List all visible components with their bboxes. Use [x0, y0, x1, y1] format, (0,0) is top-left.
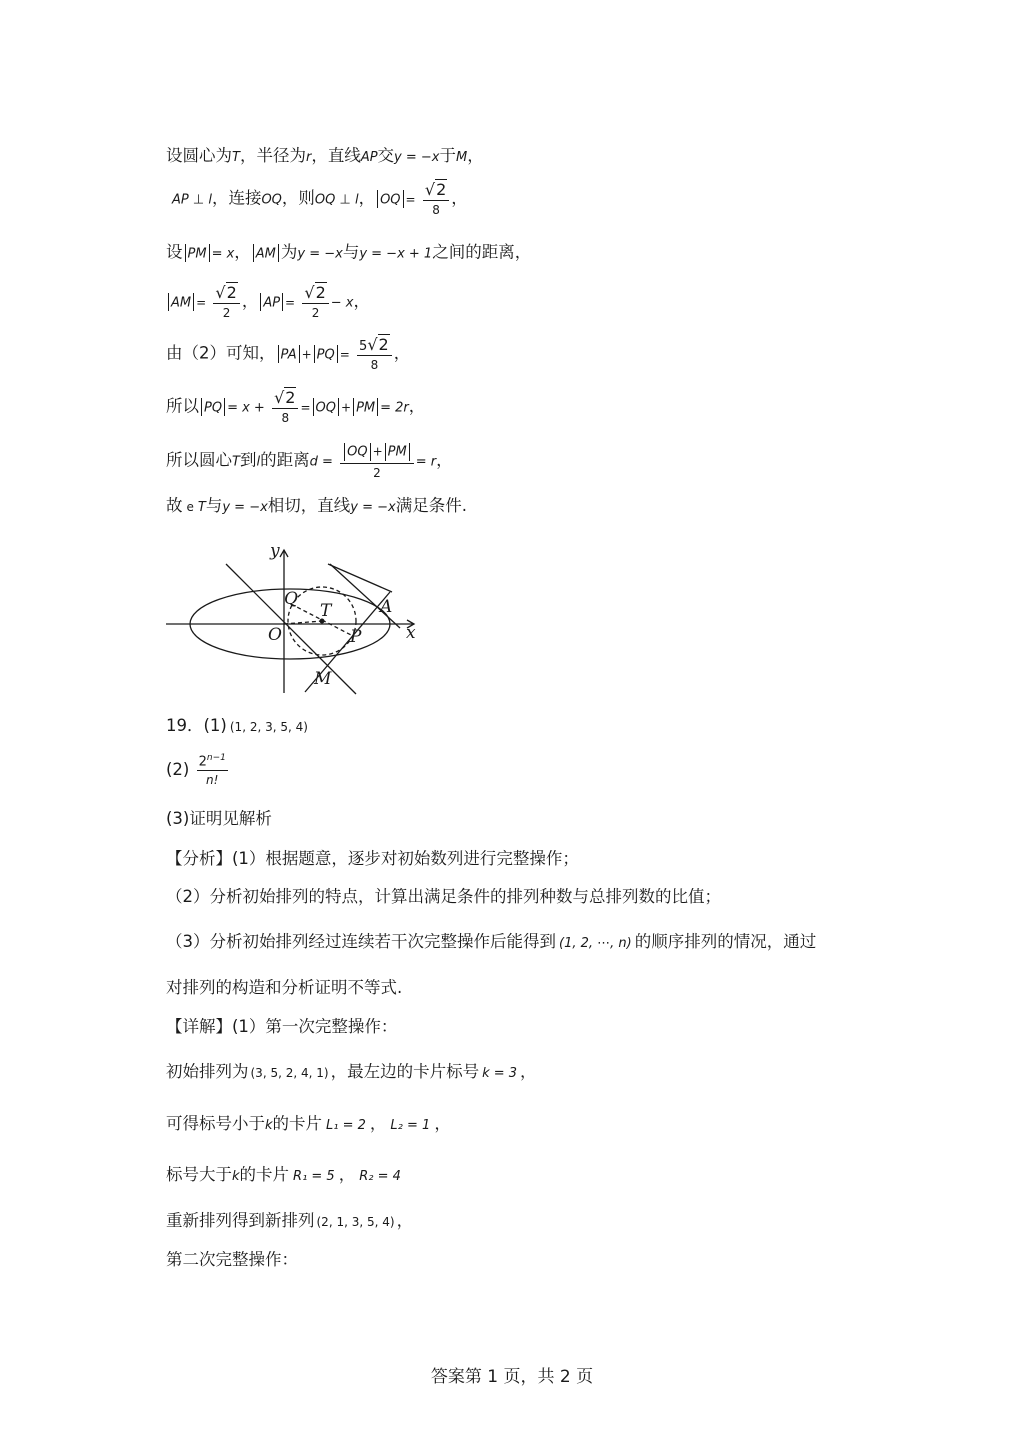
analysis-p1: 【分析】(1）根据题意，逐步对初始数列进行完整操作；: [166, 849, 579, 868]
math-AP: AP: [263, 295, 281, 311]
math-AP: AP: [360, 150, 378, 165]
text-line-4: AM = $\frac{√2}{2}$ ， AP = $\frac{√2}{2}$ − x，: [166, 285, 370, 319]
text: ，: [234, 242, 251, 262]
text: 满足条件.: [395, 496, 467, 515]
text: 所以: [166, 396, 199, 416]
math-eq: =: [405, 192, 416, 207]
detail-d2: 初始排列为 (3, 5, 2, 4, 1) ，最左边的卡片标号 k = 3 ，: [166, 1062, 537, 1081]
text: 与: [342, 242, 360, 262]
detail-d4: 标号大于k的卡片 R₁ = 5 ， R₂ = 4: [166, 1165, 401, 1184]
text: 的距离: [260, 450, 310, 470]
line-MP: [330, 564, 400, 628]
fraction: $\frac{√2}{8}$: [423, 182, 449, 216]
math-line-eq: y = −x: [394, 150, 440, 165]
text: 之间的距离，: [432, 242, 532, 262]
math-perp: AP ⊥ l: [172, 192, 212, 208]
label-P: P: [350, 627, 362, 647]
math-AM: AM: [255, 246, 276, 262]
math-perp: OQ ⊥ l: [314, 192, 359, 208]
math-r: r: [305, 150, 312, 165]
label-O: O: [268, 625, 282, 645]
fraction: $\frac{√2}{2}$: [213, 285, 239, 319]
math: = x: [211, 246, 235, 262]
text: ，: [467, 146, 484, 165]
text-line-3: [166, 244, 531, 262]
math: y = −x + 1: [359, 246, 433, 262]
text: ，: [393, 343, 411, 363]
detail-d6: 第二次完整操作：: [166, 1250, 298, 1269]
text: ，则: [281, 188, 315, 208]
line-AP: [328, 564, 392, 592]
label-y: y: [270, 541, 280, 561]
text: 故: [166, 496, 183, 515]
line-through-O: [226, 564, 356, 694]
fraction: $\frac{5√2}{8}$: [357, 337, 392, 371]
text: ，: [353, 291, 370, 311]
text: 到: [239, 450, 257, 470]
math-T: T: [232, 150, 240, 165]
text: ，连接: [211, 188, 262, 208]
math: − x: [330, 295, 354, 311]
text: ，半径为: [239, 146, 306, 165]
detail-d5: 重新排列得到新排列 (2, 1, 3, 5, 4) ，: [166, 1211, 414, 1230]
text-line-5: 由（2）可知， PA + PQ = $\frac{5√2}{8}$ ，: [166, 335, 411, 372]
text: 设: [166, 242, 183, 262]
text-line-2: [172, 182, 468, 216]
label-A: A: [380, 597, 393, 617]
text: ，直线: [311, 146, 361, 165]
fraction: $\frac{2^{n-1}}{n!}$: [198, 753, 226, 788]
page-footer: 答案第 1 页，共 2 页: [430, 1367, 594, 1387]
text: ，: [358, 188, 376, 208]
detail-d3: 可得标号小于k的卡片 L₁ = 2 ， L₂ = 1 ，: [166, 1114, 451, 1133]
text: 与: [205, 496, 223, 515]
math-PM: PM: [187, 246, 207, 262]
text-line-1: [166, 148, 484, 165]
text: 由（2）可知，: [166, 343, 276, 363]
text: ，: [408, 396, 426, 416]
text: 于: [439, 146, 456, 165]
q19-answer-3: (3)证明见解析: [166, 809, 272, 828]
analysis-p4: 对排列的构造和分析证明不等式.: [166, 978, 403, 997]
label-M: M: [314, 669, 332, 689]
fraction: $\frac{√2}{8}$: [272, 390, 298, 424]
text-line-7: 所以圆心T到l的距离d = $\frac{OQ + PM}{2}$ = r，: [166, 444, 453, 480]
text: 相切，直线: [267, 496, 351, 515]
fraction: $\frac{OQ + PM}{2}$: [340, 443, 414, 479]
label-T: T: [320, 601, 332, 621]
math-OQ: OQ: [261, 192, 282, 208]
q19-answer-1: 19．(1) (1, 2, 3, 5, 4): [166, 716, 308, 735]
math-OQ: OQ: [380, 192, 401, 208]
text: 交: [377, 146, 395, 165]
math-M: M: [455, 150, 468, 165]
label-x: x: [406, 623, 416, 643]
fraction: $\frac{√2}{2}$: [302, 285, 328, 319]
label-Q: Q: [284, 589, 298, 609]
text: ，: [451, 188, 468, 208]
ellipse-geometry-diagram: [160, 538, 430, 698]
text: 为: [280, 242, 298, 262]
text-line-8: 故 e T与y = −x相切，直线y = −x满足条件.: [166, 496, 467, 515]
math: y = −x: [297, 246, 343, 262]
detail-d1: 【详解】(1）第一次完整操作：: [166, 1017, 398, 1036]
text: ，: [241, 291, 259, 311]
analysis-p3: （3）分析初始排列经过连续若干次完整操作后能得到 (1, 2, ⋯, n) 的顺序排列的情况，通过: [166, 932, 817, 951]
analysis-p2: （2）分析初始排列的特点，计算出满足条件的排列种数与总排列数的比值；: [166, 887, 721, 906]
q19-answer-2: (2) $\frac{2^{n-1}}{n!}$: [166, 753, 226, 788]
math-AM: AM: [171, 295, 192, 311]
text: ，: [436, 450, 453, 470]
text: 所以圆心: [166, 450, 232, 470]
text-line-6: 所以 PQ = x + $\frac{√2}{8}$ = OQ + PM = 2r，: [166, 388, 426, 425]
text: 设圆心为: [166, 146, 232, 165]
